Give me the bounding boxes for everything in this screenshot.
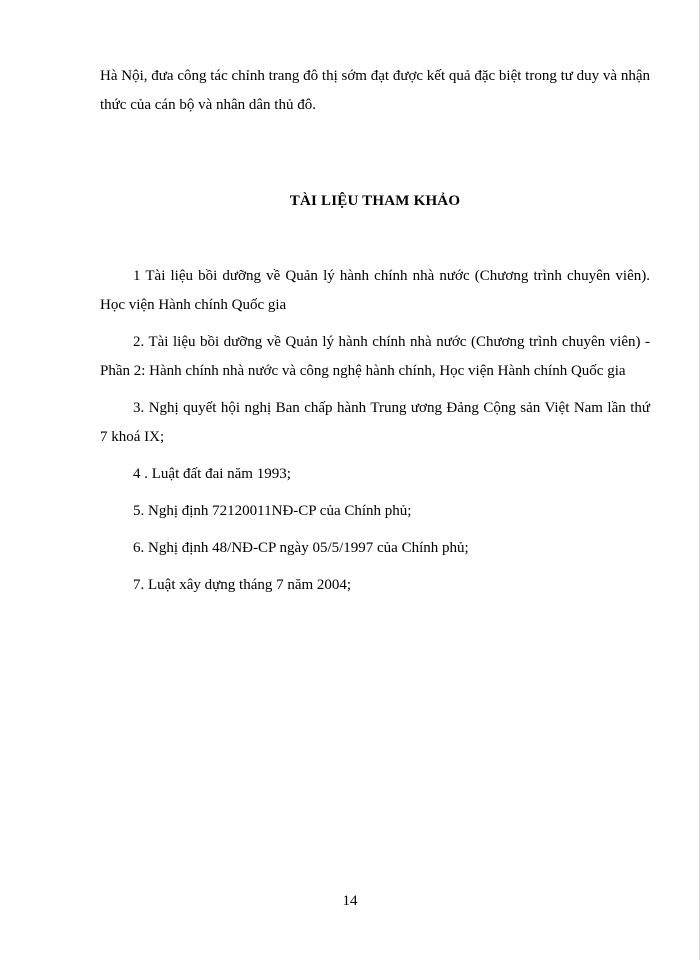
references-title: TÀI LIỆU THAM KHẢO xyxy=(289,193,461,209)
reference-item-1: 1 Tài liệu bồi dưỡng về Quản lý hành chính nhà nước (Chương trình chuyên viên). Học viện Hành chính Quốc gia xyxy=(100,268,650,313)
reference-item-2: 2. Tài liệu bồi dưỡng về Quản lý hành chính nhà nước (Chương trình chuyên viên) - Phần 2: Hành chính nhà nước và công nghệ hành chính, Học viện Hành chính Quốc gia xyxy=(100,334,650,379)
references-list xyxy=(100,262,650,608)
page-number: 14 xyxy=(342,893,358,909)
reference-item-7: 7. Luật xây dựng tháng 7 năm 2004; xyxy=(133,577,352,593)
reference-item-6: 6. Nghị định 48/NĐ-CP ngày 05/5/1997 của Chính phủ; xyxy=(133,540,469,556)
reference-item-4: 4 . Luật đất đai năm 1993; xyxy=(133,466,291,482)
reference-item-5: 5. Nghị định 72120011NĐ-CP của Chính phủ; xyxy=(133,503,412,519)
reference-item-3: 3. Nghị quyết hội nghị Ban chấp hành Trung ương Đảng Cộng sản Việt Nam lần thứ 7 khoá IX; xyxy=(100,400,650,445)
intro-paragraph: Hà Nội, đưa công tác chỉnh trang đô thị sớm đạt được kết quả đặc biệt trong tư duy và nhận thức của cán bộ và nhân dân thủ đô. xyxy=(100,68,650,113)
